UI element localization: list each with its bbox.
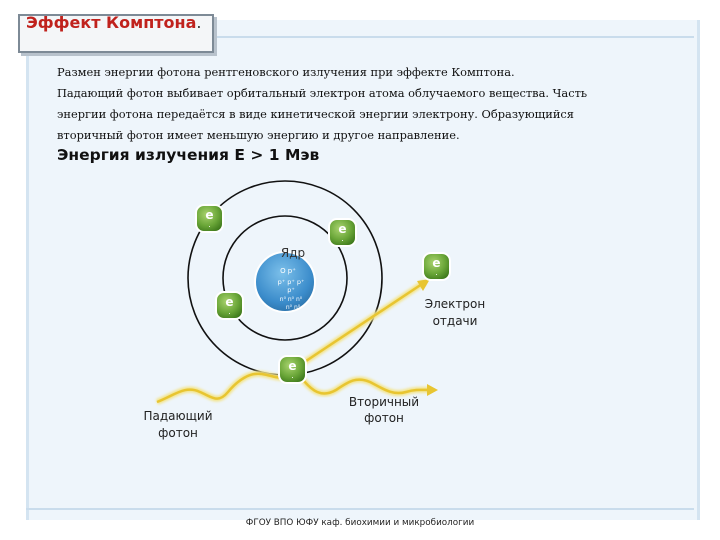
nucleus-particles: p⁺ p⁺ p⁺	[277, 278, 305, 286]
incident-photon-label: Падающий	[143, 409, 213, 423]
electron-left	[216, 292, 243, 319]
body-line: энергии фотона передаётся в виде кинетической энергии электрону. Образующийся	[57, 107, 574, 121]
nucleus-label: Ядр	[280, 246, 306, 260]
electron-symbol: e	[432, 256, 441, 270]
recoil-electron	[423, 253, 450, 280]
recoil-electron-label: Электрон	[424, 297, 486, 311]
body-line: вторичный фотон имеет меньшую энергию и другое направление.	[57, 128, 460, 142]
electron-symbol: e	[338, 222, 347, 236]
footer-caption: ФГОУ ВПО ЮФУ каф. биохимии и микробиологии	[245, 518, 475, 528]
electron-symbol: e	[288, 359, 297, 373]
electron-dot: .	[228, 307, 231, 316]
recoil-electron-label: отдачи	[432, 314, 478, 328]
electron-top-right	[329, 219, 356, 246]
body-line: Размен энергии фотона рентгеновского излучения при эффекте Комптона.	[57, 65, 515, 79]
incident-photon-label: фотон	[158, 426, 198, 440]
secondary-photon-label: фотон	[364, 411, 404, 425]
nucleus-particles: p⁺	[287, 286, 295, 294]
electron-dot: .	[435, 268, 438, 277]
electron-symbol: e	[225, 295, 234, 309]
electron-dot: .	[208, 220, 211, 229]
body-line: Падающий фотон выбивает орбитальный электрон атома облучаемого вещества. Часть	[57, 86, 588, 100]
electron-dot: .	[291, 371, 294, 380]
secondary-photon-label: Вторичный	[348, 395, 420, 409]
slide-title-text: Эффект Комптона	[26, 13, 197, 32]
electron-bottom	[279, 356, 306, 383]
nucleus-particles: n⁰ n⁰ n⁰	[279, 296, 303, 303]
nucleus-particles: O p⁺	[280, 267, 296, 275]
nucleus-particles: n⁰ n⁰	[285, 304, 301, 311]
energy-heading: Энергия излучения E > 1 Мэв	[57, 146, 320, 164]
electron-top-left	[196, 205, 223, 232]
recoil-electron-path	[300, 282, 425, 365]
electron-dot: .	[341, 234, 344, 243]
electron-symbol: e	[205, 208, 214, 222]
slide-title-suffix: .	[196, 13, 202, 32]
secondary-arrowhead	[427, 384, 438, 396]
